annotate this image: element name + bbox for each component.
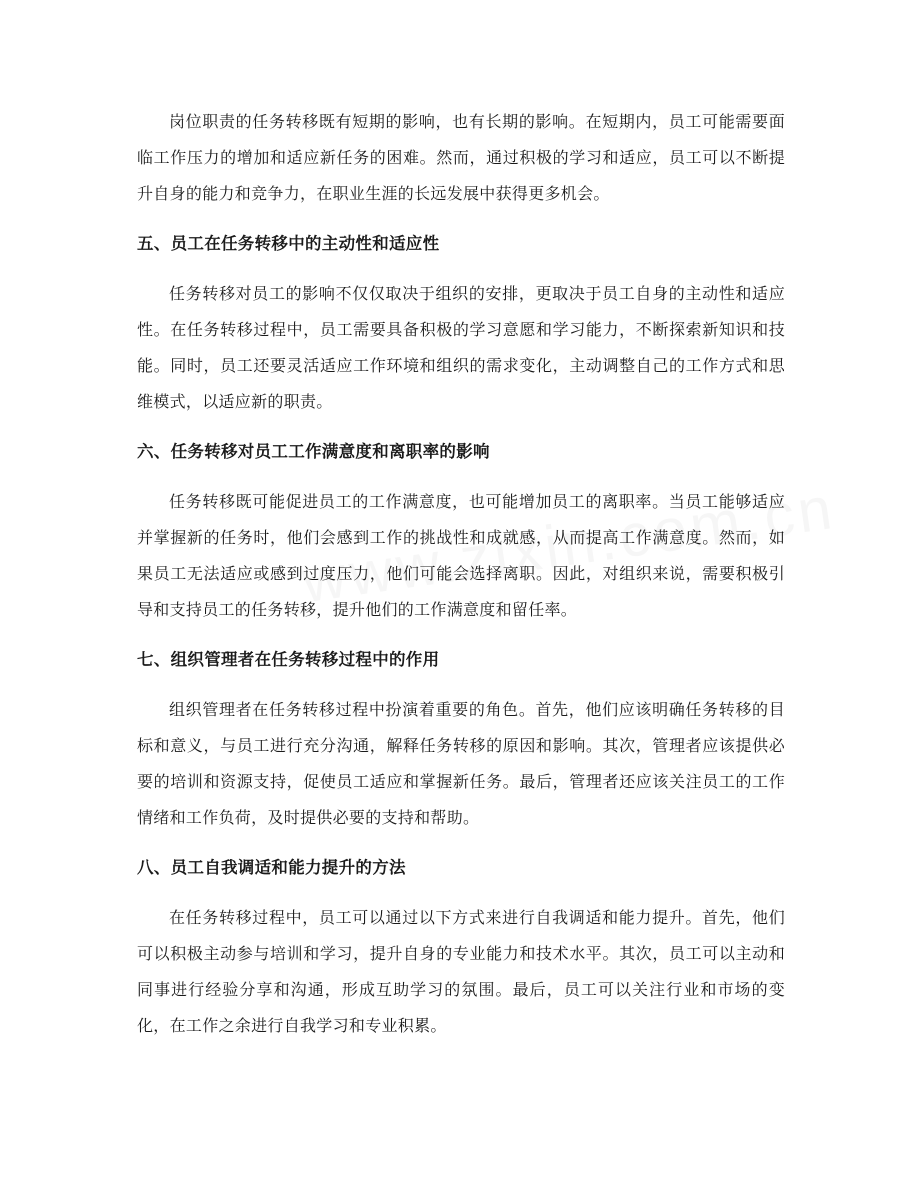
paragraph-section-7: 组织管理者在任务转移过程中扮演着重要的角色。首先，他们应该明确任务转移的目标和意义，与员工进行充分沟通，解释任务转移的原因和影响。其次，管理者应该提供必要的培训和资源支持，促使员工适应和掌握新任务。最后，管理者还应该关注员工的工作情绪和工作负荷，及时提供必要的支持和帮助。 <box>137 700 785 827</box>
paragraph-section-5: 任务转移对员工的影响不仅仅取决于组织的安排，更取决于员工自身的主动性和适应性。在任务转移过程中，员工需要具备积极的学习意愿和学习能力，不断探索新知识和技能。同时，员工还要灵活适应工作环境和组织的需求变化，主动调整自己的工作方式和思维模式，以适应新的职责。 <box>137 284 785 411</box>
heading-section-8: 八、员工自我调适和能力提升的方法 <box>137 858 406 877</box>
heading-section-7: 七、组织管理者在任务转移过程中的作用 <box>137 650 440 669</box>
heading-section-5: 五、员工在任务转移中的主动性和适应性 <box>137 234 440 253</box>
heading-section-6: 六、任务转移对员工工作满意度和离职率的影响 <box>137 442 490 461</box>
document-page <box>137 104 785 1044</box>
paragraph-section-8: 在任务转移过程中，员工可以通过以下方式来进行自我调适和能力提升。首先，他们可以积极主动参与培训和学习，提升自身的专业能力和技术水平。其次，员工可以主动和同事进行经验分享和沟通，形成互助学习的氛围。最后，员工可以关注行业和市场的变化，在工作之余进行自我学习和专业积累。 <box>137 908 785 1035</box>
paragraph-section-6: 任务转移既可能促进员工的工作满意度，也可能增加员工的离职率。当员工能够适应并掌握新的任务时，他们会感到工作的挑战性和成就感，从而提高工作满意度。然而，如果员工无法适应或感到过度压力，他们可能会选择离职。因此，对组织来说，需要积极引导和支持员工的任务转移，提升他们的工作满意度和留任率。 <box>137 492 785 619</box>
paragraph-intro: 岗位职责的任务转移既有短期的影响，也有长期的影响。在短期内，员工可能需要面临工作压力的增加和适应新任务的困难。然而，通过积极的学习和适应，员工可以不断提升自身的能力和竞争力，在职业生涯的长远发展中获得更多机会。 <box>137 112 785 203</box>
